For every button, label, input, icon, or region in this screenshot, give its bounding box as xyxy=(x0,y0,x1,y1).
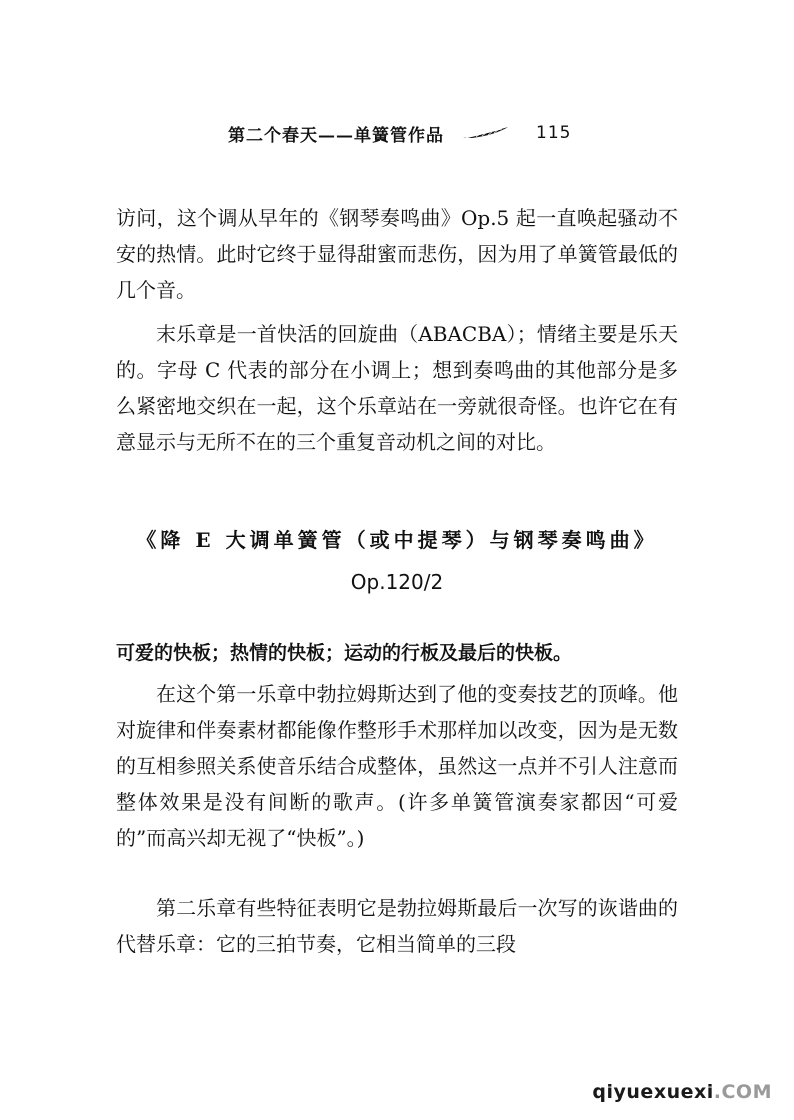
opus-number: Op.120/2 xyxy=(350,570,444,594)
paragraph-second-movement: 第二乐章有些特征表明它是勃拉姆斯最后一次写的诙谐曲的代替乐章：它的三拍节奏，它相当简单的三段 xyxy=(116,896,678,956)
site-watermark xyxy=(592,1078,772,1106)
watermark-pinyin: qiyuexuexi xyxy=(592,1081,714,1103)
page-number: 115 xyxy=(536,123,572,143)
watermark-domain: .COM xyxy=(713,1081,772,1103)
paragraph-continued: 访问，这个调从早年的《钢琴奏鸣曲》Op.5 起一直唤起骚动不安的热情。此时它终于显得甜蜜而悲伤，因为用了单簧管最低的几个音。 xyxy=(116,206,678,302)
paragraph-first-movement: 在这个第一乐章中勃拉姆斯达到了他的变奏技艺的顶峰。他对旋律和伴奏素材都能像作整形手术那样加以改变，因为是无数的互相参照关系使音乐结合成整体，虽然这一点并不引人注意而整体效果是没有间断的歌声。(许多单簧管演奏家都因“可爱的”而高兴却无视了“快板”。) xyxy=(116,682,678,850)
tempo-markings: 可爱的快板；热情的快板；运动的行板及最后的快板。 xyxy=(116,642,573,664)
feather-quill-icon xyxy=(462,126,510,140)
running-title: 第二个春天——单簧管作品 xyxy=(228,125,444,146)
running-header xyxy=(228,120,648,146)
paragraph-finale: 末乐章是一首快活的回旋曲（ABACBA）；情绪主要是乐天的。字母 C 代表的部分在小调上；想到奏鸣曲的其他部分是多么紧密地交织在一起，这个乐章站在一旁就很奇怪。也许它在有意显示与无所不在的三个重复音动机之间的对比。 xyxy=(116,322,678,454)
work-title: 《降 E 大调单簧管（或中提琴）与钢琴奏鸣曲》 xyxy=(136,528,658,552)
